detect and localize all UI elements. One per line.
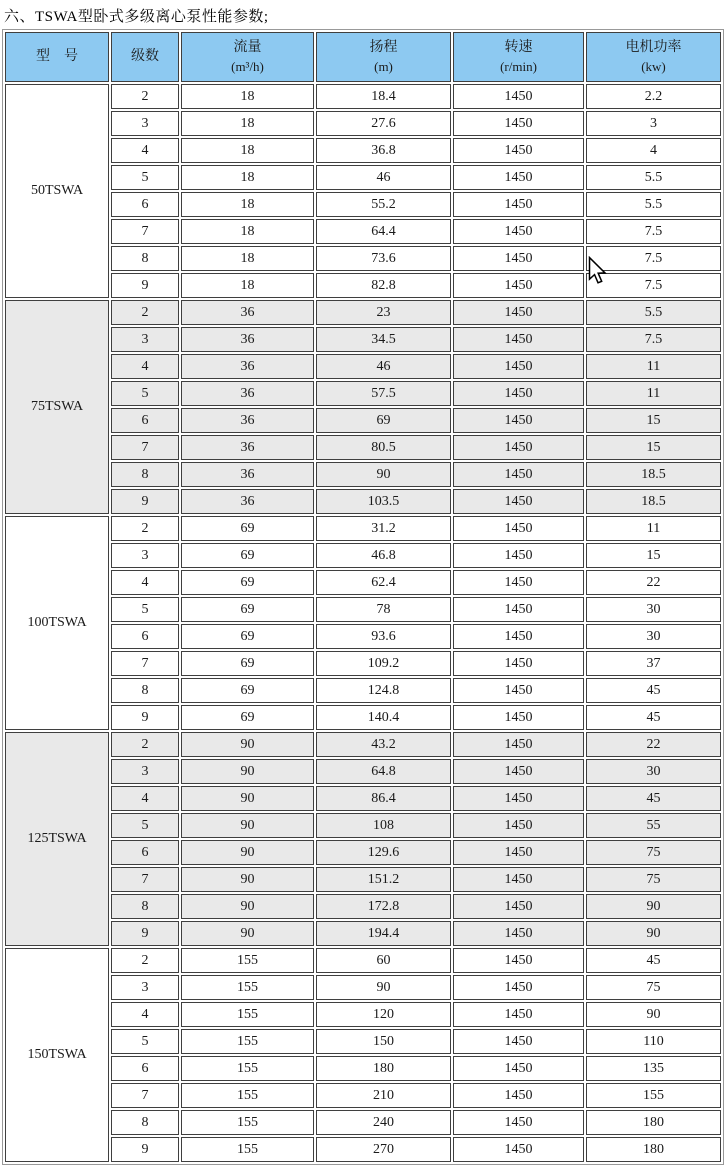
table-row [5,111,721,136]
cell: 60 [316,948,451,973]
cell: 8 [111,894,179,919]
cell: 120 [316,1002,451,1027]
table-row [5,624,721,649]
column-header-5 [586,32,721,82]
cell: 55 [586,813,721,838]
cell: 4 [111,354,179,379]
cell: 46 [316,354,451,379]
table-row [5,732,721,757]
cell: 2 [111,516,179,541]
cell: 90 [181,732,314,757]
column-unit: (m³/h) [231,58,264,74]
cell: 2 [111,732,179,757]
cell: 1450 [453,408,584,433]
table-row [5,570,721,595]
cell: 69 [181,543,314,568]
cell: 36 [181,435,314,460]
cell: 45 [586,705,721,730]
cell: 6 [111,840,179,865]
cell: 43.2 [316,732,451,757]
cell: 64.4 [316,219,451,244]
cell: 5 [111,1029,179,1054]
cell: 36.8 [316,138,451,163]
column-label: 流量 [233,40,262,56]
cell: 1450 [453,354,584,379]
cell: 18.5 [586,462,721,487]
table-row [5,1110,721,1135]
cell: 45 [586,786,721,811]
cell: 6 [111,624,179,649]
model-cell: 125TSWA [5,732,109,946]
cell: 69 [181,516,314,541]
cell: 1450 [453,246,584,271]
column-label: 型 号 [36,48,78,64]
cell: 69 [181,597,314,622]
cell: 15 [586,543,721,568]
cell: 1450 [453,381,584,406]
model-cell: 150TSWA [5,948,109,1162]
table-row [5,1029,721,1054]
cell: 18.4 [316,84,451,109]
cell: 1450 [453,84,584,109]
cell: 3 [111,327,179,352]
cell: 1450 [453,975,584,1000]
cell: 7 [111,651,179,676]
cell: 151.2 [316,867,451,892]
cell: 1450 [453,786,584,811]
cell: 3 [111,111,179,136]
column-unit: (m) [374,58,393,74]
cell: 4 [111,1002,179,1027]
cell: 270 [316,1137,451,1162]
cell: 150 [316,1029,451,1054]
cell: 78 [316,597,451,622]
cell: 1450 [453,1110,584,1135]
cell: 155 [181,975,314,1000]
cell: 1450 [453,1002,584,1027]
cell: 180 [586,1110,721,1135]
cell: 7 [111,867,179,892]
cell: 69 [181,624,314,649]
cell: 1450 [453,894,584,919]
cell: 7 [111,435,179,460]
table-row [5,192,721,217]
cell: 7.5 [586,219,721,244]
cell: 3 [111,543,179,568]
cell: 36 [181,327,314,352]
cell: 6 [111,192,179,217]
cell: 1450 [453,273,584,298]
cell: 90 [181,894,314,919]
cell: 1450 [453,1137,584,1162]
cell: 37 [586,651,721,676]
cell: 36 [181,408,314,433]
table-row [5,759,721,784]
cell: 194.4 [316,921,451,946]
cell: 1450 [453,948,584,973]
cell: 1450 [453,705,584,730]
cell: 124.8 [316,678,451,703]
cell: 18 [181,138,314,163]
cell: 109.2 [316,651,451,676]
cell: 9 [111,921,179,946]
table-row [5,705,721,730]
header-row [5,32,721,82]
cell: 1450 [453,543,584,568]
cell: 3 [586,111,721,136]
cell: 30 [586,597,721,622]
cell: 36 [181,381,314,406]
table-row [5,165,721,190]
table-body [5,84,721,1162]
cell: 93.6 [316,624,451,649]
column-header-1 [111,32,179,82]
cell: 73.6 [316,246,451,271]
cell: 75 [586,975,721,1000]
cell: 75 [586,867,721,892]
cell: 8 [111,1110,179,1135]
table-row [5,489,721,514]
cell: 90 [181,921,314,946]
cell: 155 [181,1137,314,1162]
cell: 1450 [453,570,584,595]
cell: 155 [181,1056,314,1081]
cell: 1450 [453,516,584,541]
cell: 1450 [453,1056,584,1081]
cell: 1450 [453,462,584,487]
pump-spec-table [2,29,724,1165]
table-row [5,1137,721,1162]
table-header [5,32,721,82]
cell: 7.5 [586,327,721,352]
cell: 57.5 [316,381,451,406]
cell: 90 [316,462,451,487]
cell: 36 [181,354,314,379]
table-row [5,327,721,352]
cell: 1450 [453,1083,584,1108]
cell: 135 [586,1056,721,1081]
cell: 11 [586,381,721,406]
column-header-0 [5,32,109,82]
table-row [5,651,721,676]
table-row [5,354,721,379]
cell: 3 [111,759,179,784]
cell: 1450 [453,327,584,352]
cell: 1450 [453,138,584,163]
cell: 22 [586,732,721,757]
cell: 1450 [453,624,584,649]
cell: 129.6 [316,840,451,865]
model-cell: 75TSWA [5,300,109,514]
cell: 75 [586,840,721,865]
cell: 90 [586,921,721,946]
cell: 55.2 [316,192,451,217]
cell: 62.4 [316,570,451,595]
cell: 69 [181,570,314,595]
cell: 69 [181,705,314,730]
cell: 1450 [453,219,584,244]
table-row [5,867,721,892]
cell: 5 [111,813,179,838]
table-row [5,462,721,487]
cell: 1450 [453,489,584,514]
cell: 4 [111,786,179,811]
cell: 7 [111,219,179,244]
cell: 5 [111,381,179,406]
column-unit: (r/min) [500,58,537,74]
column-label: 扬程 [369,40,398,56]
table-row [5,219,721,244]
column-label: 电机功率 [625,40,682,56]
cell: 46 [316,165,451,190]
cell: 90 [181,813,314,838]
table-row [5,138,721,163]
model-cell: 100TSWA [5,516,109,730]
cell: 1450 [453,300,584,325]
page-title: 六、TSWA型卧式多级离心泵性能参数; [4,9,269,25]
cell: 155 [181,1083,314,1108]
cell: 1450 [453,678,584,703]
cell: 155 [586,1083,721,1108]
cell: 1450 [453,597,584,622]
cell: 2 [111,948,179,973]
cell: 6 [111,1056,179,1081]
table-row [5,786,721,811]
cell: 9 [111,273,179,298]
cell: 11 [586,516,721,541]
cell: 155 [181,948,314,973]
cell: 90 [586,894,721,919]
table-row [5,813,721,838]
cell: 172.8 [316,894,451,919]
cell: 15 [586,408,721,433]
cell: 18 [181,165,314,190]
cell: 2.2 [586,84,721,109]
column-header-4 [453,32,584,82]
cell: 80.5 [316,435,451,460]
cell: 180 [586,1137,721,1162]
cell: 82.8 [316,273,451,298]
cell: 155 [181,1110,314,1135]
cell: 5 [111,597,179,622]
cell: 1450 [453,111,584,136]
table-row [5,1083,721,1108]
cell: 46.8 [316,543,451,568]
table-row [5,894,721,919]
table-row [5,597,721,622]
cell: 45 [586,678,721,703]
cell: 5.5 [586,192,721,217]
cell: 34.5 [316,327,451,352]
cell: 4 [586,138,721,163]
cell: 90 [316,975,451,1000]
cell: 4 [111,138,179,163]
cell: 31.2 [316,516,451,541]
cell: 9 [111,705,179,730]
column-label: 转速 [504,40,533,56]
cell: 3 [111,975,179,1000]
cell: 18 [181,246,314,271]
cell: 18 [181,84,314,109]
cell: 1450 [453,840,584,865]
table-row [5,1056,721,1081]
cell: 8 [111,246,179,271]
cell: 1450 [453,1029,584,1054]
cell: 18 [181,111,314,136]
cell: 18 [181,192,314,217]
cell: 1450 [453,732,584,757]
table-row [5,678,721,703]
cell: 90 [181,759,314,784]
cell: 1450 [453,759,584,784]
column-unit: (kw) [641,58,666,74]
column-header-2 [181,32,314,82]
cell: 103.5 [316,489,451,514]
cell: 1450 [453,435,584,460]
cell: 69 [181,651,314,676]
cell: 69 [316,408,451,433]
cell: 15 [586,435,721,460]
cell: 240 [316,1110,451,1135]
table-row [5,300,721,325]
cell: 5 [111,165,179,190]
cell: 90 [586,1002,721,1027]
cell: 8 [111,678,179,703]
table-row [5,840,721,865]
column-header-3 [316,32,451,82]
cell: 180 [316,1056,451,1081]
cell: 86.4 [316,786,451,811]
table-row [5,921,721,946]
cell: 18 [181,273,314,298]
cell: 7.5 [586,273,721,298]
cell: 64.8 [316,759,451,784]
cell: 23 [316,300,451,325]
cell: 110 [586,1029,721,1054]
cell: 18.5 [586,489,721,514]
cell: 36 [181,300,314,325]
cell: 36 [181,489,314,514]
table-row [5,948,721,973]
cell: 5.5 [586,165,721,190]
cell: 11 [586,354,721,379]
cell: 155 [181,1029,314,1054]
cell: 30 [586,624,721,649]
cell: 90 [181,786,314,811]
cell: 4 [111,570,179,595]
cell: 210 [316,1083,451,1108]
cell: 27.6 [316,111,451,136]
table-row [5,543,721,568]
table-row [5,435,721,460]
cell: 5.5 [586,300,721,325]
model-cell: 50TSWA [5,84,109,298]
cell: 45 [586,948,721,973]
table-row [5,246,721,271]
table-row [5,273,721,298]
cell: 69 [181,678,314,703]
cell: 6 [111,408,179,433]
table-row [5,381,721,406]
cell: 140.4 [316,705,451,730]
cell: 1450 [453,165,584,190]
cell: 18 [181,219,314,244]
cell: 36 [181,462,314,487]
cell: 90 [181,840,314,865]
cell: 155 [181,1002,314,1027]
cell: 22 [586,570,721,595]
cell: 7.5 [586,246,721,271]
cell: 30 [586,759,721,784]
cell: 90 [181,867,314,892]
table-row [5,84,721,109]
cell: 1450 [453,921,584,946]
table-row [5,1002,721,1027]
cell: 1450 [453,192,584,217]
cell: 1450 [453,867,584,892]
cell: 108 [316,813,451,838]
table-row [5,408,721,433]
cell: 2 [111,84,179,109]
cell: 1450 [453,813,584,838]
column-label: 级数 [131,48,159,64]
cell: 9 [111,489,179,514]
table-row [5,516,721,541]
table-row [5,975,721,1000]
cell: 2 [111,300,179,325]
cell: 8 [111,462,179,487]
cell: 1450 [453,651,584,676]
cell: 9 [111,1137,179,1162]
cell: 7 [111,1083,179,1108]
